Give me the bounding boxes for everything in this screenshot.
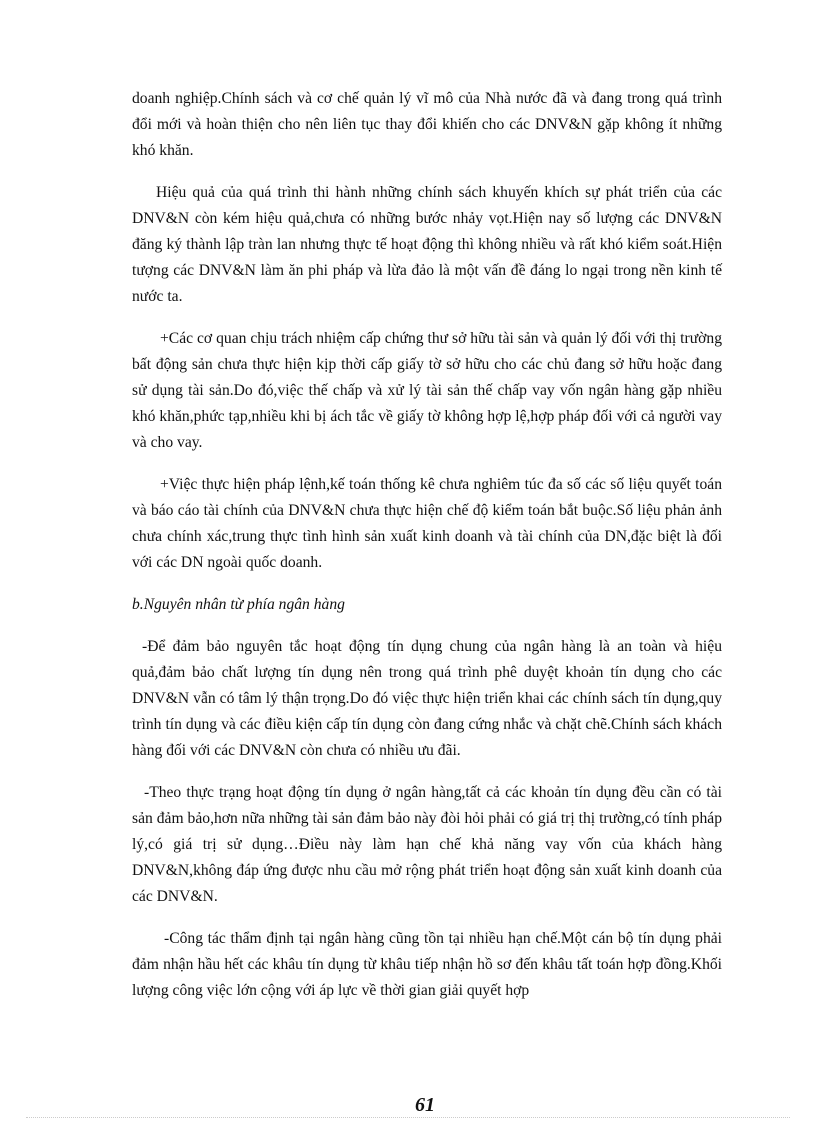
footer-divider bbox=[26, 1117, 790, 1118]
page-body bbox=[132, 86, 722, 1020]
section-heading: b.Nguyên nhân từ phía ngân hàng bbox=[132, 596, 345, 613]
paragraph-collateral: -Theo thực trạng hoạt động tín dụng ở ngân hàng,tất cả các khoản tín dụng đều cần có tài sản đảm bảo,hơn nữa những tài sản đảm bảo này đòi hỏi phải có giá trị thị trường,có tính pháp lý,có giá trị sử dụng…Điều này làm hạn chế khả năng vay vốn của khách hàng DNV&N,không đáp ứng được nhu cầu mở rộng phát triển hoạt động sản xuất kinh doanh của các DNV&N. bbox=[132, 784, 722, 905]
paragraph-appraisal: -Công tác thẩm định tại ngân hàng cũng tồn tại nhiều hạn chế.Một cán bộ tín dụng phải đảm nhận hầu hết các khâu tín dụng từ khâu tiếp nhận hồ sơ đến khâu tất toán hợp đồng.Khối lượng công việc lớn cộng với áp lực về thời gian giải quyết hợp bbox=[132, 930, 722, 999]
paragraph-policy-effectiveness: Hiệu quả của quá trình thi hành những chính sách khuyến khích sự phát triển của các DNV&N còn kém hiệu quả,chưa có những bước nhảy vọt.Hiện nay số lượng các DNV&N đăng ký thành lập tràn lan nhưng thực tế hoạt động thì không nhiều và rất khó kiểm soát.Hiện tượng các DNV&N làm ăn phi pháp và lừa đảo là một vấn đề đáng lo ngại trong nền kinh tế nước ta. bbox=[132, 184, 722, 305]
paragraph-credit-principles: -Để đảm bảo nguyên tắc hoạt động tín dụng chung của ngân hàng là an toàn và hiệu quả,đảm bảo chất lượng tín dụng nên trong quá trình phê duyệt khoản tín dụng cho các DNV&N vẫn có tâm lý thận trọng.Do đó việc thực hiện triển khai các chính sách tín dụng,quy trình tín dụng và các điều kiện cấp tín dụng còn đang cứng nhắc và chặt chẽ.Chính sách khách hàng đối với các DNV&N còn chưa có nhiều ưu đãi. bbox=[132, 638, 722, 759]
page-number: 61 bbox=[415, 1094, 435, 1116]
paragraph-property-certificates: +Các cơ quan chịu trách nhiệm cấp chứng thư sở hữu tài sản và quản lý đối với thị trường bất động sản chưa thực hiện kịp thời cấp giấy tờ sở hữu cho các chủ đang sở hữu hoặc đang sử dụng tài sản.Do đó,việc thế chấp và xử lý tài sản thế chấp vay vốn ngân hàng gặp nhiều khó khăn,phức tạp,nhiều khi bị ách tắc về giấy tờ không hợp lệ,hợp pháp đối với cả người vay và cho vay. bbox=[132, 330, 722, 451]
paragraph-accounting-statistics: +Việc thực hiện pháp lệnh,kế toán thống kê chưa nghiêm túc đa số các số liệu quyết toán và báo cáo tài chính của DNV&N chưa thực hiện chế độ kiểm toán bắt buộc.Số liệu phản ảnh chưa chính xác,trung thực tình hình sản xuất kinh doanh và tài chính của DN,đặc biệt là đối với các DN ngoài quốc doanh. bbox=[132, 476, 722, 571]
paragraph-intro: doanh nghiệp.Chính sách và cơ chế quản lý vĩ mô của Nhà nước đã và đang trong quá trình đổi mới và hoàn thiện cho nên liên tục thay đổi khiến cho các DNV&N gặp không ít những khó khăn. bbox=[132, 90, 722, 159]
